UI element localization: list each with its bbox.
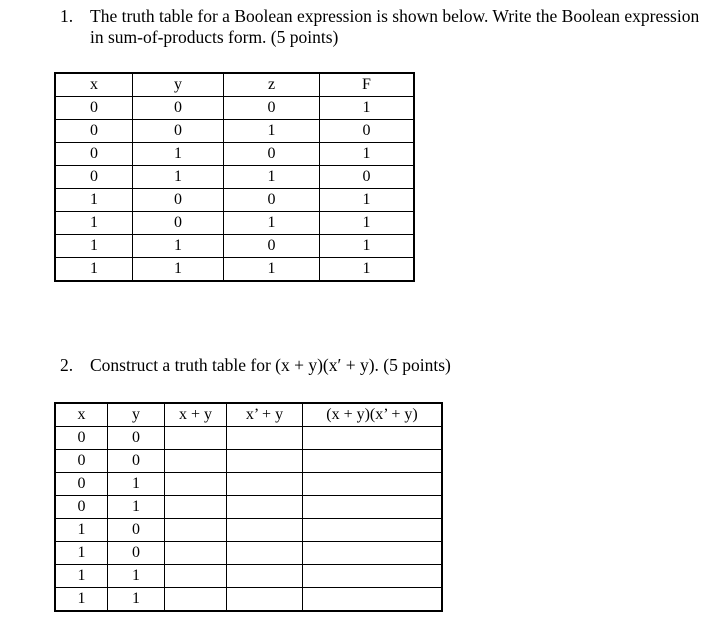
table-row: [55, 473, 442, 496]
header-cell-product: (x + y)(x’ + y): [303, 403, 443, 427]
answer-cell[interactable]: [165, 427, 227, 450]
table-cell: 0: [55, 143, 133, 166]
answer-cell[interactable]: [303, 496, 443, 519]
header-cell-f: F: [320, 73, 415, 97]
table-cell: 0: [224, 97, 320, 120]
table-cell: 0: [224, 189, 320, 212]
answer-cell[interactable]: [227, 565, 303, 588]
table-cell: 1: [55, 258, 133, 282]
table-cell: 0: [133, 189, 224, 212]
table-cell: 0: [108, 450, 165, 473]
table-cell: 1: [55, 542, 108, 565]
header-cell-y: y: [133, 73, 224, 97]
answer-cell[interactable]: [165, 450, 227, 473]
table-cell: 1: [108, 565, 165, 588]
answer-cell[interactable]: [303, 565, 443, 588]
table-cell: 1: [133, 235, 224, 258]
table-cell: 1: [55, 212, 133, 235]
table-cell: 1: [108, 588, 165, 612]
table-cell: 1: [108, 473, 165, 496]
table-cell: 1: [224, 258, 320, 282]
question-2-number: 2.: [60, 355, 74, 375]
table-cell: 0: [224, 235, 320, 258]
answer-cell[interactable]: [165, 565, 227, 588]
table-header-row: [55, 73, 414, 97]
table-cell: 1: [224, 212, 320, 235]
truth-table-2: [54, 402, 443, 612]
table-row: [55, 143, 414, 166]
table-cell: 0: [55, 450, 108, 473]
table-cell: 1: [55, 189, 133, 212]
header-cell-z: z: [224, 73, 320, 97]
answer-cell[interactable]: [227, 496, 303, 519]
question-2: [60, 355, 680, 377]
table-cell: 1: [108, 496, 165, 519]
table-cell: 0: [133, 97, 224, 120]
table-row: [55, 258, 414, 282]
table-cell: 0: [55, 166, 133, 189]
table-cell: 1: [55, 235, 133, 258]
table-cell: 0: [108, 542, 165, 565]
answer-cell[interactable]: [165, 542, 227, 565]
header-cell-y: y: [108, 403, 165, 427]
answer-cell[interactable]: [303, 542, 443, 565]
header-cell-x-plus-y: x + y: [165, 403, 227, 427]
table-row: [55, 496, 442, 519]
truth-table-1: [54, 72, 415, 282]
table-row: [55, 542, 442, 565]
table-row: [55, 189, 414, 212]
table-cell: 0: [55, 473, 108, 496]
table-cell: 0: [320, 120, 415, 143]
header-cell-x: x: [55, 403, 108, 427]
table-cell: 1: [133, 258, 224, 282]
table-row: [55, 565, 442, 588]
table-row: [55, 166, 414, 189]
table-row: [55, 212, 414, 235]
table-cell: 0: [320, 166, 415, 189]
table-row: [55, 235, 414, 258]
table-cell: 0: [55, 427, 108, 450]
question-1: [60, 6, 700, 50]
table-cell: 0: [55, 120, 133, 143]
table-row: [55, 427, 442, 450]
question-1-text: The truth table for a Boolean expression is shown below. Write the Boolean expression in sum-of-products form. (5 points): [90, 6, 700, 47]
table-cell: 1: [55, 565, 108, 588]
answer-cell[interactable]: [227, 588, 303, 612]
table-cell: 1: [320, 143, 415, 166]
header-cell-xprime-plus-y: x’ + y: [227, 403, 303, 427]
answer-cell[interactable]: [303, 473, 443, 496]
table-row: [55, 450, 442, 473]
table-row: [55, 97, 414, 120]
question-2-text: Construct a truth table for (x + y)(x′ + y). (5 points): [90, 355, 451, 375]
answer-cell[interactable]: [227, 519, 303, 542]
answer-cell[interactable]: [165, 588, 227, 612]
table-cell: 0: [108, 519, 165, 542]
answer-cell[interactable]: [165, 519, 227, 542]
table-cell: 0: [224, 143, 320, 166]
table-cell: 1: [320, 258, 415, 282]
answer-cell[interactable]: [303, 427, 443, 450]
answer-cell[interactable]: [227, 473, 303, 496]
table-cell: 1: [224, 120, 320, 143]
answer-cell[interactable]: [227, 427, 303, 450]
table-cell: 1: [320, 189, 415, 212]
table-row: [55, 588, 442, 612]
table-cell: 1: [55, 519, 108, 542]
header-cell-x: x: [55, 73, 133, 97]
table-cell: 1: [55, 588, 108, 612]
table-cell: 1: [320, 235, 415, 258]
table-cell: 0: [133, 212, 224, 235]
table-cell: 1: [133, 143, 224, 166]
answer-cell[interactable]: [303, 450, 443, 473]
answer-cell[interactable]: [303, 588, 443, 612]
table-row: [55, 120, 414, 143]
answer-cell[interactable]: [227, 542, 303, 565]
table-cell: 0: [55, 97, 133, 120]
table-cell: 1: [133, 166, 224, 189]
question-1-number: 1.: [60, 6, 74, 26]
table-cell: 0: [133, 120, 224, 143]
table-cell: 1: [320, 212, 415, 235]
answer-cell[interactable]: [165, 473, 227, 496]
answer-cell[interactable]: [165, 496, 227, 519]
table-cell: 1: [224, 166, 320, 189]
table-header-row: [55, 403, 442, 427]
answer-cell[interactable]: [303, 519, 443, 542]
table-cell: 0: [55, 496, 108, 519]
answer-cell[interactable]: [227, 450, 303, 473]
table-cell: 1: [320, 97, 415, 120]
table-cell: 0: [108, 427, 165, 450]
table-row: [55, 519, 442, 542]
